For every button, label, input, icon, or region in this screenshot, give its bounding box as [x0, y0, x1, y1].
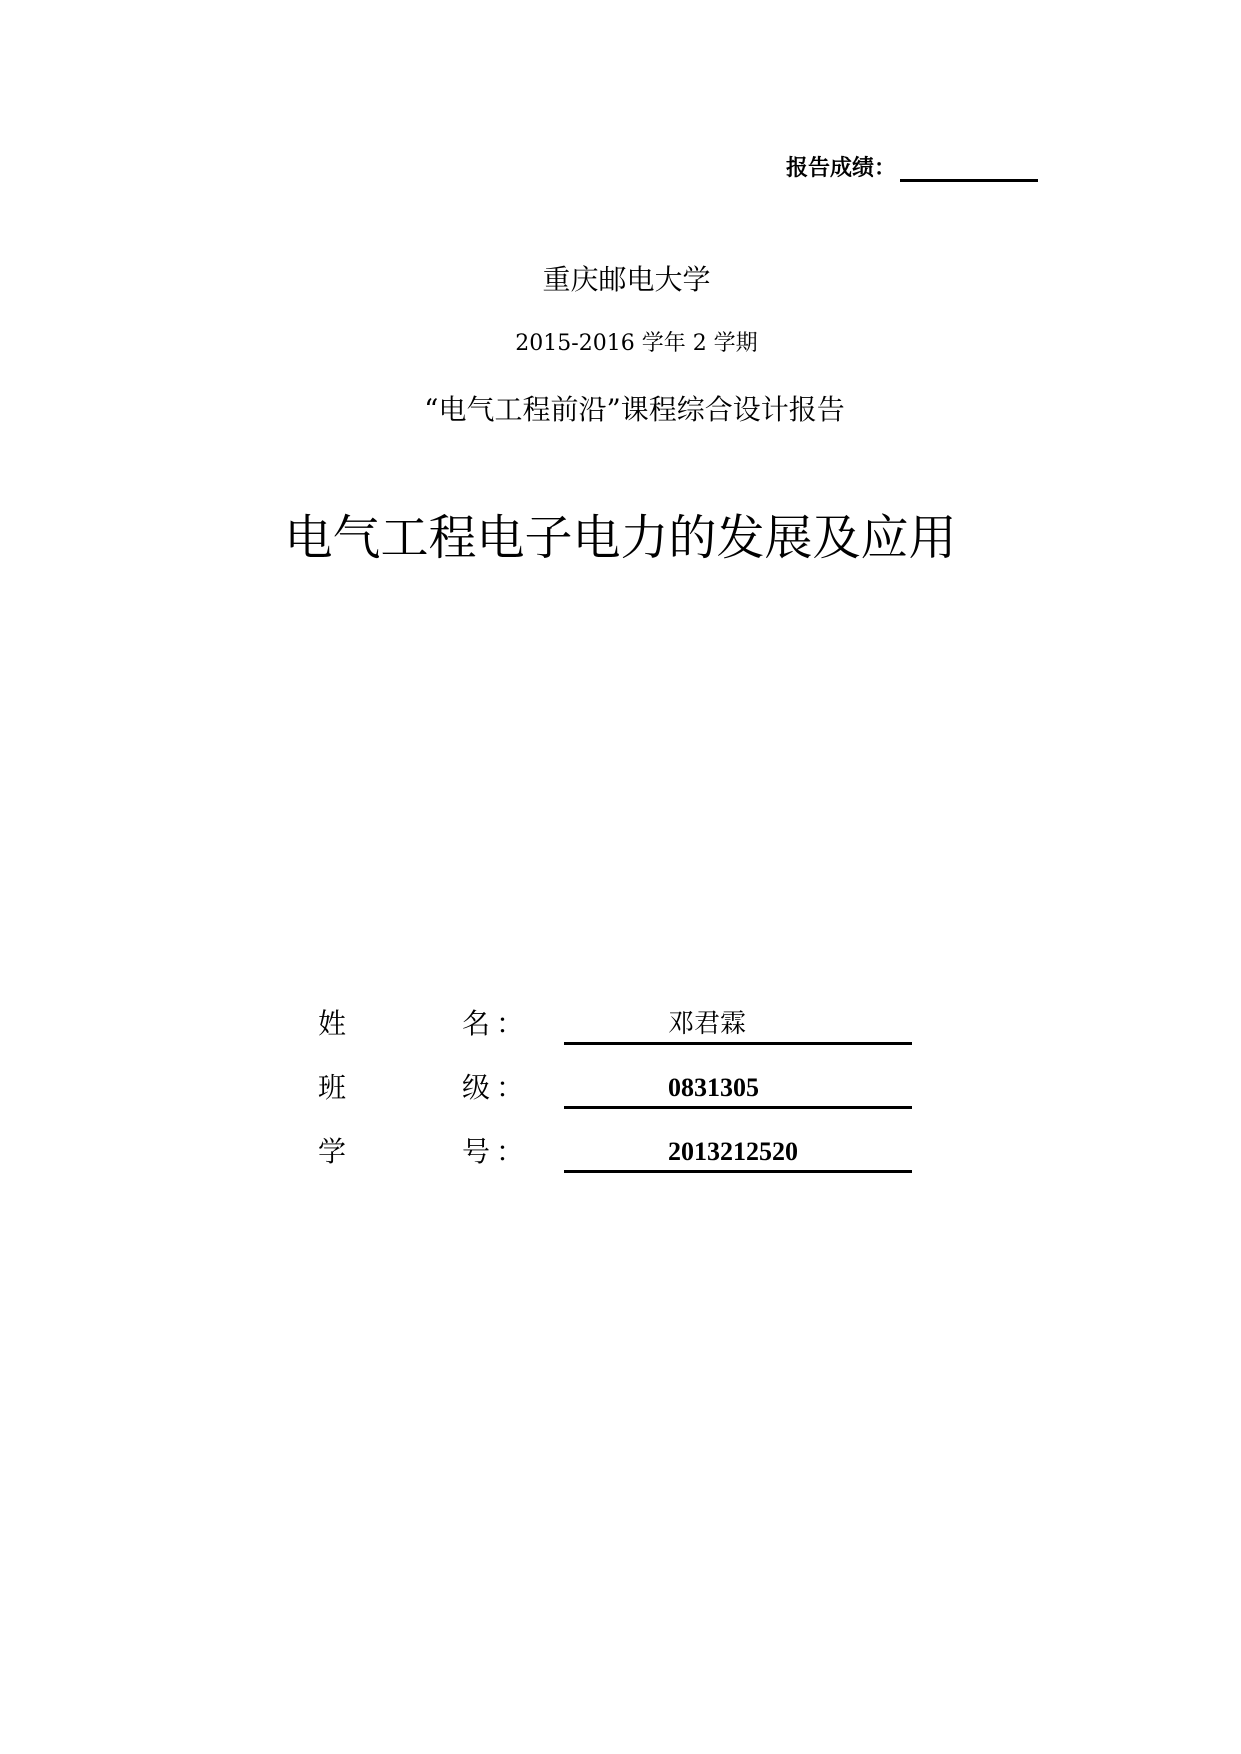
report-score [786, 152, 1038, 182]
report-title: 电气工程电子电力的发展及应用 [284, 510, 957, 566]
class-label-colon: ： [496, 1071, 525, 1104]
student-id-label-colon: ： [496, 1135, 525, 1168]
name-label-colon: ： [496, 1007, 525, 1040]
report-score-blank [900, 155, 1038, 182]
university-name: 重庆邮电大学 [542, 263, 711, 296]
class-value: 0831305 [668, 1073, 759, 1102]
class-label-char2: 级 [462, 1071, 491, 1104]
name-label-char1: 姓 [318, 1007, 347, 1040]
name-label-char2: 名 [462, 1007, 491, 1040]
student-id-label-char2: 号 [462, 1135, 491, 1168]
report-score-label: 报告成绩： [786, 156, 897, 181]
student-id-label-char1: 学 [318, 1135, 347, 1168]
info-row-name [318, 1004, 918, 1044]
name-value: 邓君霖 [668, 1009, 747, 1039]
info-row-class [318, 1068, 918, 1108]
student-id-value: 2013212520 [668, 1137, 798, 1166]
academic-term: 2015-2016 学年 2 学期 [515, 331, 758, 356]
course-report-subtitle: “电气工程前沿”课程综合设计报告 [424, 393, 845, 426]
class-label-char1: 班 [318, 1071, 347, 1104]
info-row-student-id [318, 1132, 918, 1172]
